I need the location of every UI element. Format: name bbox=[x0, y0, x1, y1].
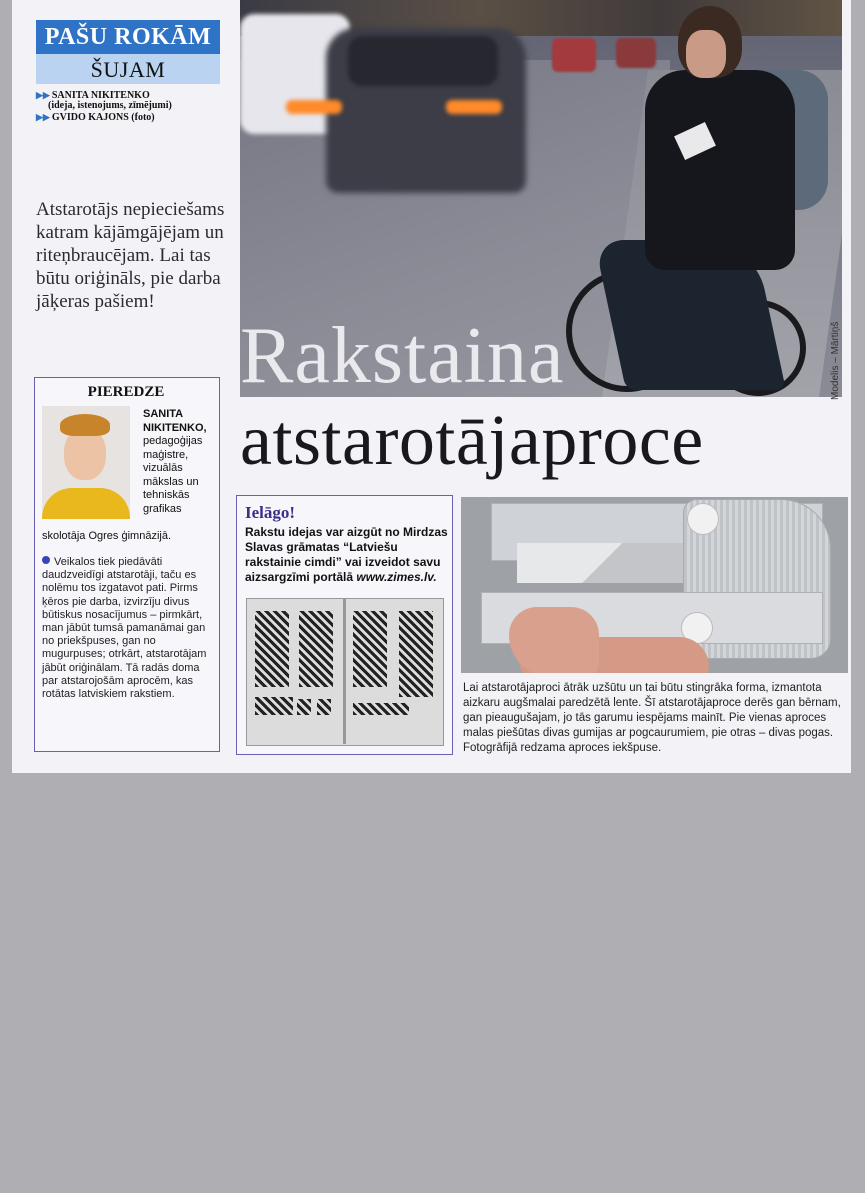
portrait-shirt bbox=[42, 488, 130, 519]
intro-text: Atstarotājs nepieciešams katram kājāmgājējam un riteņbraucējam. Lai tas būtu oriģināls, pie darba jāķeras pašiem! bbox=[36, 199, 225, 312]
photo-distant-car bbox=[616, 38, 656, 68]
author-role: pedagoģijas maģistre, vizuālās mākslas un tehniskās grafikas bbox=[143, 435, 203, 515]
experience-title: PIEREDZE bbox=[87, 384, 165, 400]
credit-photographer: ▶▶ GVIDO KAJONS (foto) bbox=[36, 112, 155, 123]
headline-line1: Rakstaina bbox=[240, 312, 565, 400]
author-name: SANITA NIKITENKO, bbox=[143, 408, 207, 434]
credit-author-roles: (ideja, istenojums, zīmējumi) bbox=[48, 100, 172, 111]
mitten-pattern bbox=[317, 699, 331, 715]
bracelet-pattern bbox=[517, 543, 687, 583]
author-portrait bbox=[42, 406, 130, 519]
tip-text: Rakstu idejas var aizgūt no Mirdzas Slavas grāmatas “Latviešu rakstainie cimdi” vai izveidot savu aizsargzīmi portālā www.zimes.lv. bbox=[245, 525, 448, 584]
book-spine bbox=[343, 598, 346, 744]
bracelet-caption: Lai atstarotājaproci ātrāk uzšūtu un tai būtu stingrāka forma, izmantota aizkaru augšmalai paredzētā lente. Šī atstarotājaproce derēs gan bērnam, gan pieaugušajam, jo tās garumu iespējams mainīt. Pie vienas aproces malas piešūtas divas gumijas ar pogcaurumiem, pie otras – divas pogas. Fotogrāfijā redzama aproces iekšpuse. bbox=[463, 682, 841, 754]
mitten-pattern bbox=[255, 697, 293, 715]
section-sublabel: ŠUJAM bbox=[90, 57, 166, 82]
photo-model-credit: Modelis – Mārtiņš bbox=[830, 321, 841, 400]
photo-rider-body bbox=[645, 70, 795, 270]
tip-link: www.zimes.lv. bbox=[356, 570, 437, 584]
author-bio bbox=[143, 408, 219, 516]
reflector-bracelet-photo bbox=[461, 497, 848, 673]
portrait-hair bbox=[60, 414, 110, 436]
mitten-pattern bbox=[299, 611, 333, 687]
double-arrow-icon: ▶▶ bbox=[36, 90, 50, 100]
mitten-pattern bbox=[297, 699, 311, 715]
experience-text: Veikalos tiek piedāvāti daudzveidīgi atstarotāji, taču es nolēmu tos izgatavot pati. Pirms ķēros pie darba, izvirzīju divus būtiskus nosacījumus – pirmkārt, man jābūt tumsā pamanāmai gan no priekšpuses, gan no mugurpuses; otrkārt, atstarotājam jābūt oriģinālam. Tā radās doma par atstarojošām aprocēm, kas rotātas latviskiem rakstiem. bbox=[42, 556, 207, 701]
double-arrow-icon: ▶▶ bbox=[36, 112, 50, 122]
author-school: skolotāja Ogres ģimnāzijā. bbox=[42, 530, 172, 542]
photo-car-window bbox=[348, 36, 498, 86]
credit-author: ▶▶ SANITA NIKITENKO bbox=[36, 90, 150, 101]
mitten-pattern bbox=[353, 611, 387, 687]
section-label: PAŠU ROKĀM bbox=[36, 20, 220, 54]
photo-taillight bbox=[286, 100, 342, 114]
mitten-pattern bbox=[353, 703, 409, 715]
mitten-pattern bbox=[399, 611, 433, 697]
photo-distant-car bbox=[552, 38, 596, 72]
photo-taillight bbox=[446, 100, 502, 114]
mitten-pattern bbox=[255, 611, 289, 687]
headline-line2: atstarotājaproce bbox=[240, 400, 704, 480]
photo-rider-face bbox=[686, 30, 726, 78]
bullet-icon bbox=[42, 556, 50, 564]
tip-title: Ielāgo! bbox=[245, 503, 296, 522]
bracelet-button bbox=[687, 503, 719, 535]
photo-thumb bbox=[509, 607, 599, 673]
